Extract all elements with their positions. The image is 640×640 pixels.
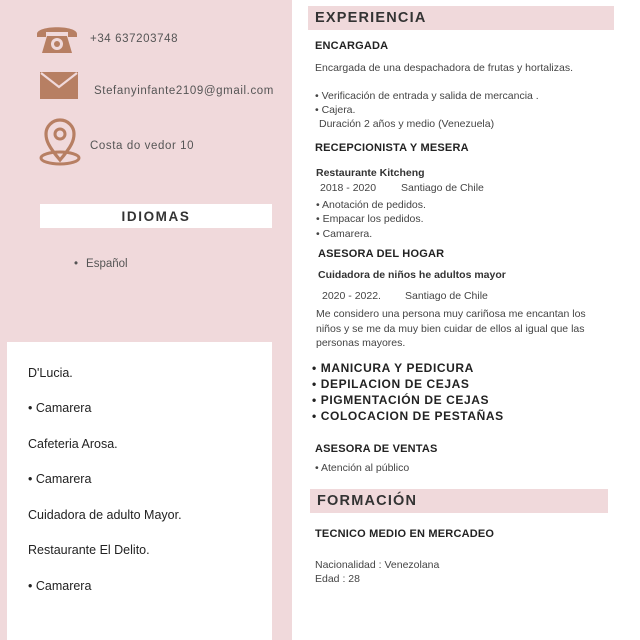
- education-heading: FORMACIÓN: [310, 489, 608, 513]
- job-description: Me considero una persona muy cariñosa me encantan los niños y se me da muy bien cuidar de ellos al igual que las personas mayores.: [316, 308, 586, 349]
- job-title-asesora-ventas: ASESORA DE VENTAS: [315, 443, 438, 455]
- job-place: Cuidadora de niños he adultos mayor: [318, 269, 506, 281]
- reference-line: Cuidadora de adulto Mayor.: [28, 508, 182, 522]
- job-title-asesora-hogar: ASESORA DEL HOGAR: [318, 248, 445, 260]
- job-title-recepcionista: RECEPCIONISTA Y MESERA: [315, 142, 469, 154]
- job-bullet: • Atención al público: [315, 462, 409, 474]
- language-item: • Español: [74, 258, 128, 270]
- location-icon: [38, 118, 82, 171]
- left-panel: [0, 0, 292, 640]
- job-location: Santiago de Chile: [405, 290, 488, 302]
- skill-item: • DEPILACION DE CEJAS: [312, 377, 470, 391]
- skill-item: • PIGMENTACIÓN DE CEJAS: [312, 393, 489, 407]
- reference-line: Restaurante El Delito.: [28, 543, 150, 557]
- reference-line: • Camarera: [28, 472, 92, 486]
- job-bullet: • Cajera.: [315, 104, 355, 116]
- address: Costa do vedor 10: [90, 140, 195, 152]
- reference-line: • Camarera: [28, 579, 92, 593]
- phone-number[interactable]: +34 637203748: [90, 33, 179, 45]
- phone-icon: [34, 22, 80, 61]
- email-address[interactable]: Stefanyinfante2109@gmail.com: [94, 85, 274, 97]
- job-location: Santiago de Chile: [401, 182, 484, 194]
- job-title-encargada: ENCARGADA: [315, 40, 389, 52]
- job-years: 2020 - 2022.: [322, 290, 381, 302]
- skill-item: • MANICURA Y PEDICURA: [312, 361, 474, 375]
- reference-line: • Camarera: [28, 401, 92, 415]
- skill-item: • COLOCACION DE PESTAÑAS: [312, 409, 504, 423]
- job-bullet: • Empacar los pedidos.: [316, 213, 424, 225]
- languages-heading: IDIOMAS: [40, 204, 272, 228]
- job-bullet: • Anotación de pedidos.: [316, 199, 426, 211]
- nationality: Nacionalidad : Venezolana: [315, 559, 440, 571]
- job-place: Restaurante Kitcheng: [316, 167, 425, 179]
- degree: TECNICO MEDIO EN MERCADEO: [315, 528, 495, 540]
- reference-line: Cafeteria Arosa.: [28, 437, 118, 451]
- job-years: 2018 - 2020: [320, 182, 377, 194]
- email-icon: [40, 72, 78, 104]
- references-card: [7, 342, 272, 640]
- reference-line: D'Lucia.: [28, 366, 73, 380]
- job-duration: Duración 2 años y medio (Venezuela): [319, 118, 495, 130]
- experience-heading: EXPERIENCIA: [308, 6, 614, 30]
- job-description: Encargada de una despachadora de frutas y hortalizas.: [315, 62, 574, 74]
- job-bullet: • Verificación de entrada y salida de mercancia .: [315, 90, 539, 102]
- age: Edad : 28: [315, 573, 360, 585]
- job-bullet: • Camarera.: [316, 228, 372, 240]
